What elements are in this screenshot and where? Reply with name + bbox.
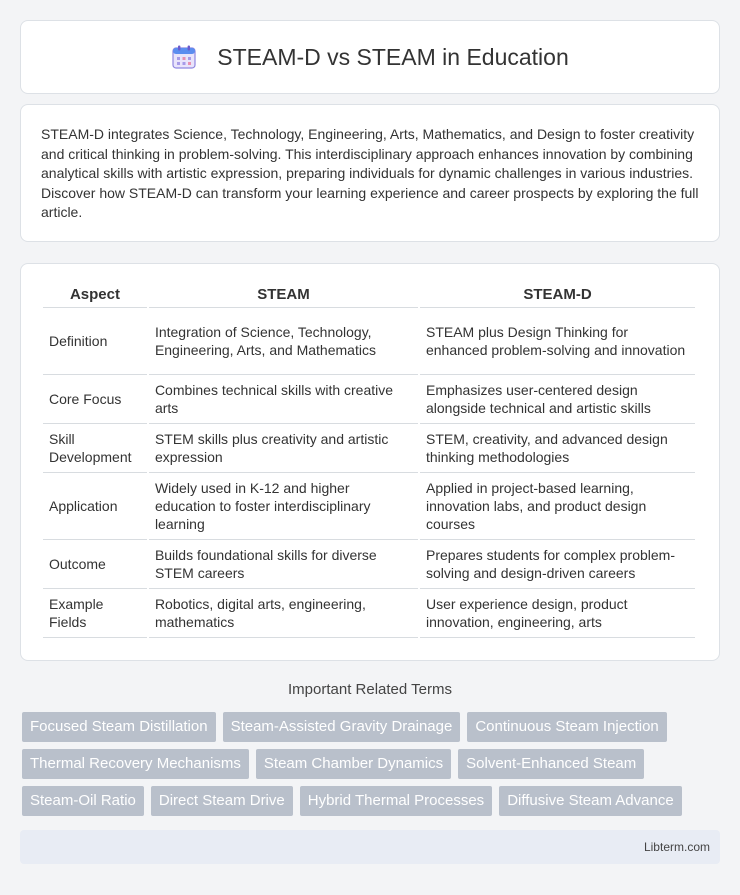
comparison-card: [20, 263, 720, 661]
table-row: [43, 589, 695, 638]
cell-steam-d: STEAM plus Design Thinking for enhanced problem-solving and innovation: [420, 308, 695, 375]
intro-text: STEAM-D integrates Science, Technology, Engineering, Arts, Mathematics, and Design to foster creativity and critical thinking in problem-solving. This interdisciplinary approach enhances innovation by combining analytical skills with artistic expression, preparing individuals for dynamic challenges in various industries. Discover how STEAM-D can transform your learning experience and career prospects by exploring the full article.: [41, 126, 699, 220]
cell-steam-d: User experience design, product innovation, engineering, arts: [420, 589, 695, 638]
table-row: [43, 308, 695, 375]
cell-steam: Builds foundational skills for diverse STEM careers: [149, 540, 418, 589]
cell-aspect: Definition: [43, 308, 147, 375]
related-term-tag[interactable]: Solvent-Enhanced Steam: [458, 749, 644, 779]
related-term-tag[interactable]: Diffusive Steam Advance: [499, 786, 681, 816]
table-row: [43, 540, 695, 589]
cell-steam-d: STEM, creativity, and advanced design thinking methodologies: [420, 424, 695, 473]
intro-card: [20, 104, 720, 242]
cell-aspect: Application: [43, 473, 147, 540]
table-row: [43, 424, 695, 473]
tag-row: [22, 712, 722, 742]
header-steam: STEAM: [149, 282, 418, 308]
footer: [20, 830, 720, 864]
header-aspect: Aspect: [43, 282, 147, 308]
cell-steam-d: Applied in project-based learning, innovation labs, and product design courses: [420, 473, 695, 540]
cell-steam: STEM skills plus creativity and artistic expression: [149, 424, 418, 473]
calendar-icon: [171, 44, 197, 70]
comparison-table: [41, 282, 697, 638]
cell-steam: Widely used in K-12 and higher education to foster interdisciplinary learning: [149, 473, 418, 540]
related-term-tag[interactable]: Focused Steam Distillation: [22, 712, 216, 742]
table-header-row: [43, 282, 695, 308]
table-row: [43, 375, 695, 424]
header-steam-d: STEAM-D: [420, 282, 695, 308]
cell-aspect: Example Fields: [43, 589, 147, 638]
table-row: [43, 473, 695, 540]
related-term-tag[interactable]: Steam Chamber Dynamics: [256, 749, 451, 779]
related-term-tag[interactable]: Steam-Assisted Gravity Drainage: [223, 712, 461, 742]
related-term-tag[interactable]: Direct Steam Drive: [151, 786, 293, 816]
related-terms: [22, 712, 722, 823]
related-term-tag[interactable]: Steam-Oil Ratio: [22, 786, 144, 816]
header-card: [20, 20, 720, 94]
cell-steam: Robotics, digital arts, engineering, mathematics: [149, 589, 418, 638]
tag-row: [22, 786, 722, 816]
cell-steam-d: Emphasizes user-centered design alongside technical and artistic skills: [420, 375, 695, 424]
page-title: STEAM-D vs STEAM in Education: [217, 43, 569, 70]
related-term-tag[interactable]: Hybrid Thermal Processes: [300, 786, 492, 816]
cell-aspect: Outcome: [43, 540, 147, 589]
footer-site-link[interactable]: Libterm.com: [643, 840, 710, 854]
cell-steam-d: Prepares students for complex problem-solving and design-driven careers: [420, 540, 695, 589]
cell-aspect: Core Focus: [43, 375, 147, 424]
cell-aspect: Skill Development: [43, 424, 147, 473]
related-terms-title: Important Related Terms: [288, 681, 452, 698]
cell-steam: Integration of Science, Technology, Engineering, Arts, and Mathematics: [149, 308, 418, 375]
related-term-tag[interactable]: Continuous Steam Injection: [467, 712, 666, 742]
related-term-tag[interactable]: Thermal Recovery Mechanisms: [22, 749, 249, 779]
cell-steam: Combines technical skills with creative arts: [149, 375, 418, 424]
tag-row: [22, 749, 722, 779]
